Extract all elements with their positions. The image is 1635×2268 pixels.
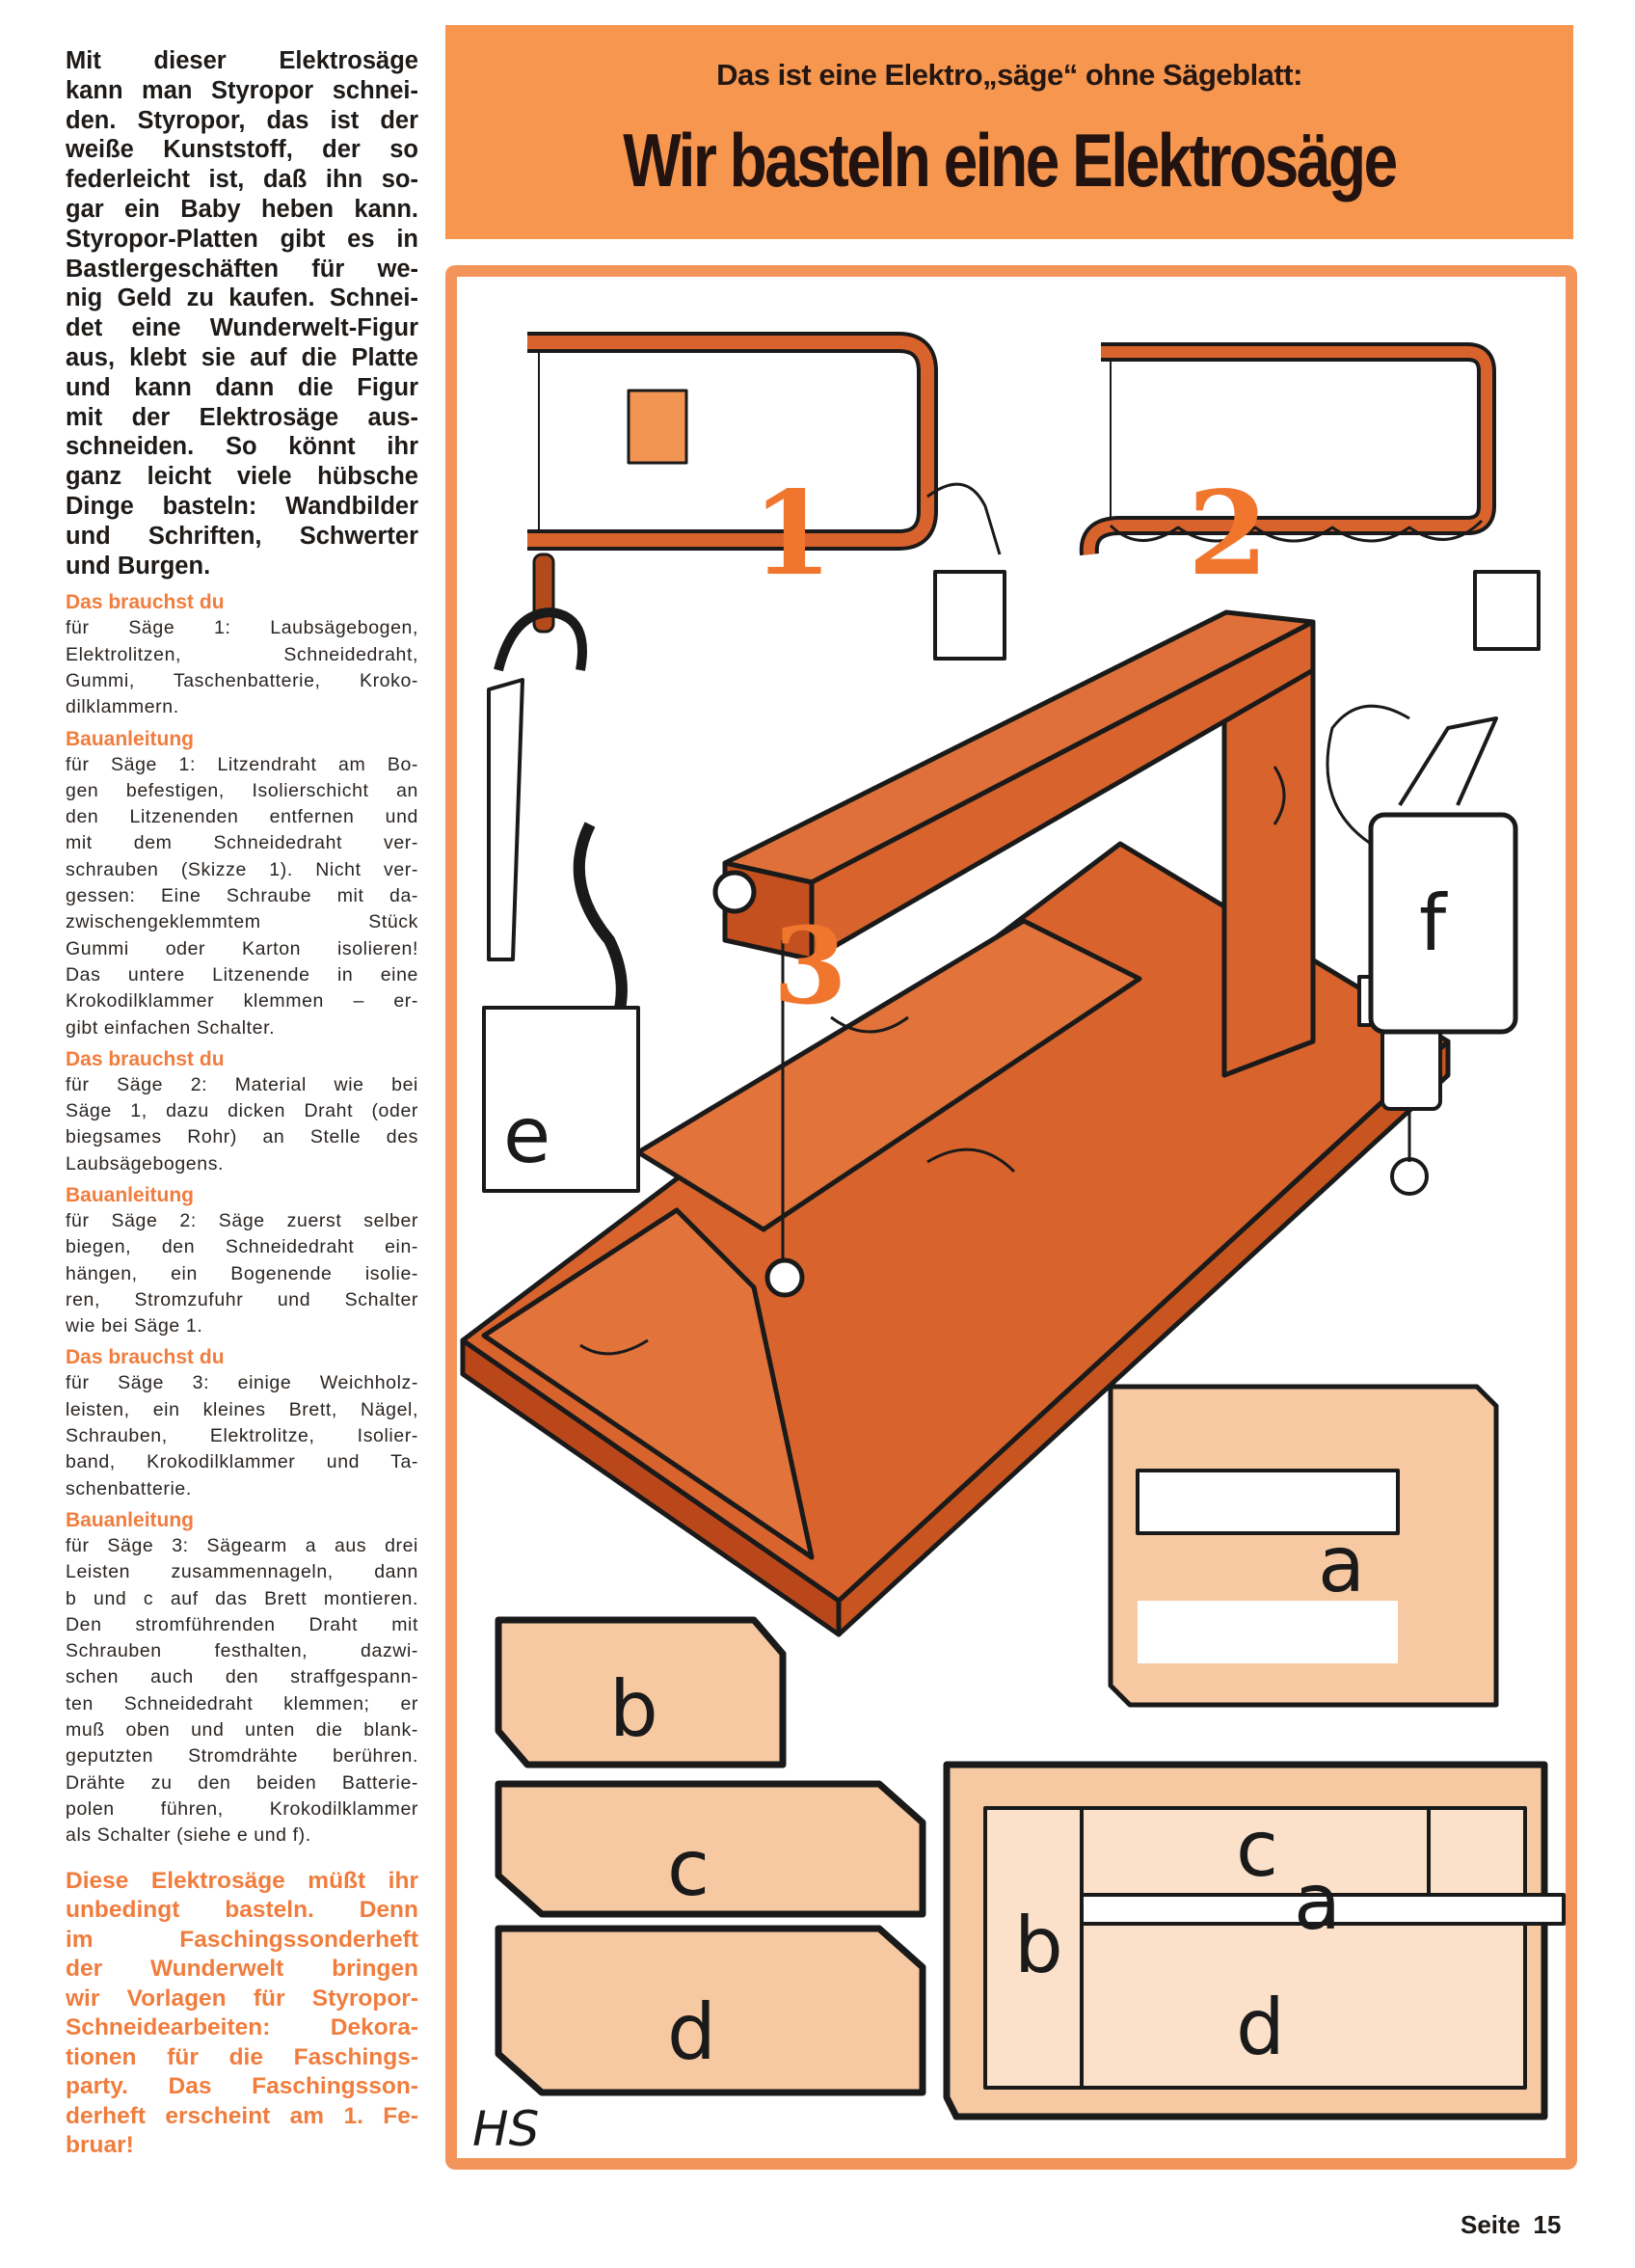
text-line: Gummi, Taschenbatterie, Kroko- — [66, 669, 418, 691]
part-a-drawing — [1111, 1387, 1496, 1705]
text-line: mit dem Schneidedraht ver- — [66, 832, 418, 854]
section-body — [66, 1072, 418, 1177]
text-line: aus, klebt sie auf die Platte — [66, 343, 418, 371]
section-body — [66, 615, 418, 720]
text-line: biegsames Rohr) an Stelle des — [66, 1126, 418, 1148]
battery-f-drawing — [1327, 706, 1515, 1032]
text-line: und Schriften, Schwerter — [66, 522, 418, 550]
label-b: b — [609, 1664, 658, 1754]
text-line: ten Schneidedraht klemmen; er — [66, 1692, 418, 1714]
text-line: für Säge 3: Sägearm a aus drei — [66, 1534, 418, 1556]
section-heading: Das brauchst du — [66, 1346, 225, 1369]
text-line: und Burgen. — [66, 552, 211, 580]
text-line: schenbatterie. — [66, 1477, 192, 1499]
text-line: tionen für die Faschings- — [66, 2043, 418, 2070]
page-number: Seite 15 — [1461, 2210, 1562, 2239]
text-line: Säge 1, dazu dicken Draht (oder — [66, 1100, 418, 1122]
saw-2-drawing — [1089, 352, 1539, 649]
text-line: gar ein Baby heben kann. — [66, 195, 418, 223]
illustration-frame — [445, 265, 1577, 2170]
text-line: Elektrolitzen, Schneidedraht, — [66, 643, 418, 665]
label-e: e — [503, 1091, 551, 1180]
saw-illustration — [445, 265, 1577, 2170]
label-f: f — [1419, 878, 1447, 968]
text-line: Diese Elektrosäge müßt ihr — [66, 1867, 418, 1894]
article-column — [66, 46, 418, 2161]
text-line: Styropor-Platten gibt es in — [66, 225, 418, 253]
text-line: wie bei Säge 1. — [66, 1315, 203, 1337]
closing-paragraph — [66, 1867, 418, 2161]
text-line: ren, Stromzufuhr und Schalter — [66, 1288, 418, 1310]
section-body — [66, 1208, 418, 1339]
label-c: c — [667, 1823, 710, 1913]
text-line: band, Krokodilklammer und Ta- — [66, 1451, 418, 1473]
text-line: für Säge 2: Material wie bei — [66, 1073, 418, 1095]
text-line: ganz leicht viele hübsche — [66, 463, 418, 491]
text-line: als Schalter (siehe e und f). — [66, 1824, 311, 1847]
text-line: für Säge 2: Säge zuerst selber — [66, 1209, 418, 1231]
text-line: unbedingt basteln. Denn — [66, 1897, 418, 1924]
text-line: Mit dieser Elektrosäge — [66, 47, 418, 74]
text-line: Schrauben, Elektrolitze, Isolier- — [66, 1425, 418, 1447]
artist-signature: HS — [472, 2101, 540, 2157]
section-heading: Bauanleitung — [66, 1508, 195, 1531]
text-line: Das untere Litzenende in eine — [66, 963, 418, 986]
label-assembly-c: c — [1236, 1804, 1278, 1894]
text-line: dilklammern. — [66, 696, 179, 718]
text-line: Bastlergeschäften für we- — [66, 255, 418, 283]
section-body — [66, 1533, 418, 1850]
section-heading: Das brauchst du — [66, 1047, 225, 1070]
text-line: bruar! — [66, 2132, 134, 2159]
text-line: für Säge 1: Litzendraht am Bo- — [66, 753, 418, 775]
text-line: Laubsägebogens. — [66, 1152, 225, 1174]
text-line: gen befestigen, Isolierschicht an — [66, 779, 418, 801]
label-d: d — [667, 1987, 716, 2077]
text-line: schen auch den straffgespann- — [66, 1666, 418, 1688]
section-heading: Das brauchst du — [66, 591, 225, 614]
section-body — [66, 752, 418, 1041]
text-line: im Faschingssonderheft — [66, 1926, 418, 1953]
text-line: Drähte zu den beiden Batterie- — [66, 1771, 418, 1794]
text-line: den Litzenenden entfernen und — [66, 806, 418, 828]
text-line: party. Das Faschingsson- — [66, 2073, 418, 2100]
text-line: und kann dann die Figur — [66, 373, 418, 401]
text-line: gibt einfachen Schalter. — [66, 1016, 276, 1039]
label-assembly-d: d — [1236, 1983, 1285, 2072]
section-body — [66, 1370, 418, 1501]
subtitle: Das ist eine Elektro„säge“ ohne Sägeblatt: — [716, 58, 1302, 92]
title-banner — [445, 25, 1573, 239]
text-line: Leisten zusammennageln, dann — [66, 1561, 418, 1583]
text-line: Den stromführenden Draht mit — [66, 1613, 418, 1635]
intro-paragraph — [66, 46, 418, 580]
label-saw-1: 1 — [752, 466, 833, 602]
text-line: nig Geld zu kaufen. Schnei- — [66, 284, 418, 312]
text-line: schrauben (Skizze 1). Nicht ver- — [66, 858, 418, 880]
section-heading: Bauanleitung — [66, 1183, 195, 1206]
label-assembly-b: b — [1014, 1901, 1063, 1990]
section-heading: Bauanleitung — [66, 727, 195, 750]
part-c-drawing — [498, 1784, 923, 1914]
text-line: gessen: Eine Schraube mit da- — [66, 885, 418, 907]
text-line: federleicht ist, daß ihn so- — [66, 166, 418, 194]
text-line: Schneidearbeiten: Dekora- — [66, 2014, 418, 2041]
label-saw-3: 3 — [773, 904, 847, 1028]
text-line: polen führen, Krokodilklammer — [66, 1797, 418, 1820]
text-line: leisten, ein kleines Brett, Nägel, — [66, 1398, 418, 1420]
text-line: der Wunderwelt bringen — [66, 1956, 418, 1983]
text-line: Schrauben festhalten, dazwi- — [66, 1640, 418, 1662]
text-line: derheft erscheint am 1. Fe- — [66, 2102, 418, 2129]
text-line: det eine Wunderwelt-Figur — [66, 314, 418, 342]
label-saw-2: 2 — [1188, 466, 1269, 602]
text-line: Dinge basteln: Wandbilder — [66, 492, 418, 520]
label-assembly-a: a — [1294, 1857, 1342, 1947]
text-line: geputzten Stromdrähte berühren. — [66, 1745, 418, 1768]
text-line: wir Vorlagen für Styropor- — [66, 1984, 418, 2012]
label-a: a — [1318, 1520, 1366, 1609]
text-line: mit der Elektrosäge aus- — [66, 403, 418, 431]
text-line: Gummi oder Karton isolieren! — [66, 937, 418, 959]
text-line: weiße Kunststoff, der so — [66, 136, 418, 164]
text-line: den. Styropor, das ist der — [66, 106, 418, 134]
text-line: hängen, ein Bogenende isolie- — [66, 1262, 418, 1284]
text-line: zwischengeklemmtem Stück — [66, 911, 418, 933]
page-title: Wir basteln eine Elektrosäge — [623, 118, 1396, 202]
text-line: Krokodilklammer klemmen – er- — [66, 990, 418, 1012]
text-line: muß oben und unten die blank- — [66, 1719, 418, 1742]
text-line: für Säge 1: Laubsägebogen, — [66, 617, 418, 639]
text-line: kann man Styropor schnei- — [66, 76, 418, 104]
text-line: biegen, den Schneidedraht ein- — [66, 1236, 418, 1258]
text-line: b und c auf das Brett montieren. — [66, 1587, 418, 1609]
text-line: schneiden. So könnt ihr — [66, 433, 418, 461]
text-line: für Säge 3: einige Weichholz- — [66, 1372, 418, 1394]
